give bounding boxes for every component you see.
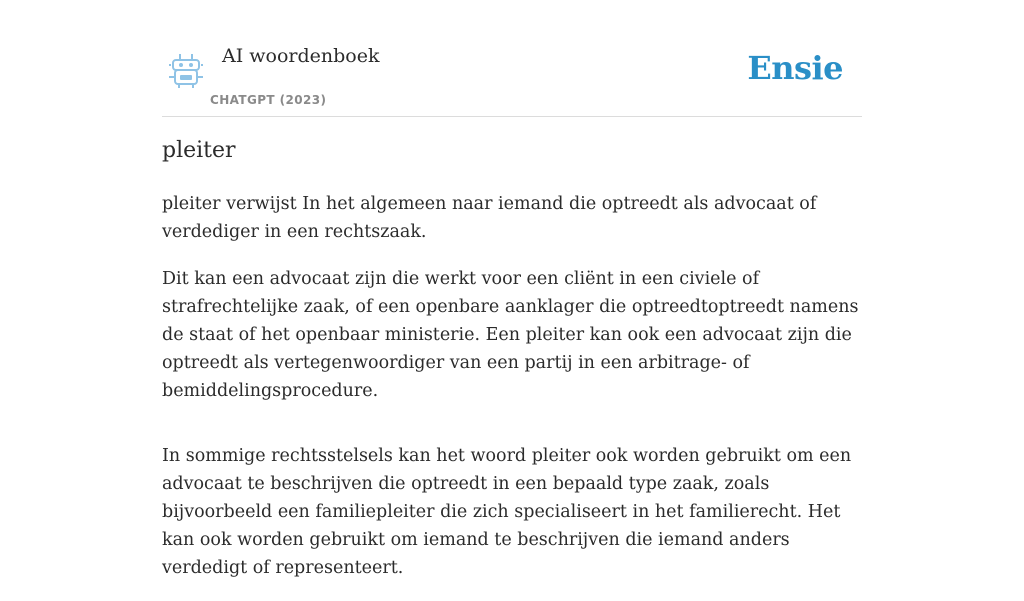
definition-paragraph: pleiter verwijst In het algemeen naar iemand die optreedt als advocaat of verdediger in een rechtszaak.	[162, 194, 817, 242]
header	[162, 0, 862, 117]
entry-term: pleiter	[162, 138, 236, 163]
source-label: CHATGPT (2023)	[210, 93, 327, 107]
dictionary-name[interactable]: AI woordenboek	[222, 45, 380, 67]
page	[162, 0, 862, 578]
definition-paragraph: Dit kan een advocaat zijn die werkt voor een cliënt in een civiele of strafrechtelijke zaak, of een openbare aanklager die optreedtoptreedt namens de staat of het openbaar ministerie. Een pleiter kan ook een advocaat zijn die optreedt als vertegenwoordiger van een partij in een arbitrage- of bemiddelingsprocedure.	[162, 269, 859, 401]
robot-icon	[166, 50, 206, 90]
definition-paragraph: In sommige rechtsstelsels kan het woord pleiter ook worden gebruikt om een advocaat te beschrijven die optreedt in een bepaald type zaak, zoals bijvoorbeeld een familiepleiter die zich specialiseert in het familierecht. Het kan ook worden gebruikt om iemand te beschrijven die iemand anders verdedigt of representeert.	[162, 446, 852, 578]
ensie-logo[interactable]: Ensie	[747, 49, 843, 87]
entry-definition	[162, 190, 862, 601]
